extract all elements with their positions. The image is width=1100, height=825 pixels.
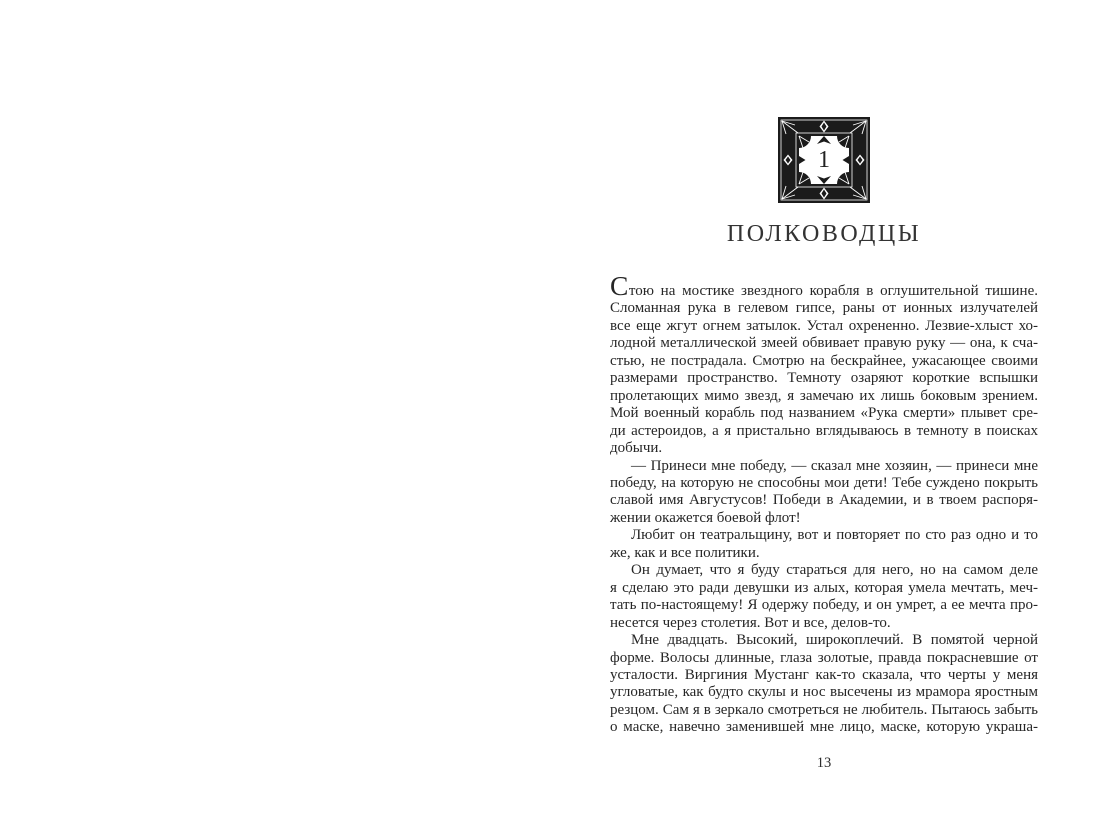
text-line: славой имя Августусов! Победи в Академии, и в твоем распоря- [610,492,1038,509]
text-line: Он думает, что я буду стараться для него, но на самом деле [631,562,1038,579]
text-line: усталости. Виргиния Мустанг как-то сказала, что черты у меня [610,666,1038,683]
text-line: же, как и все политики. [610,544,760,561]
chapter-body [610,270,1038,737]
page-number: 13 [816,755,832,771]
text-line: угловатые, как будто скулы и нос высечены из мрамора яростным [610,684,1038,701]
chapter-ornament [778,117,870,203]
text-line: Мой военный корабль под названием «Рука смерти» плывет сре- [610,405,1038,422]
text-line: добычи. [610,440,663,457]
text-line: тать по-настоящему! Я одержу победу, и он умрет, а ее мечта про- [610,597,1038,614]
text-line: жении окажется боевой флот! [610,509,801,526]
text-line: лодной металлической змеей обвивает правую руку — она, к сча- [610,335,1038,352]
text-line: размерами пространство. Темноту озаряют короткие вспышки [610,370,1038,387]
chapter-number: 1 [818,147,830,173]
text-line: пролетающих мимо звезд, я замечаю их лишь боковым зрением. [610,387,1038,404]
text-line: несется через столетия. Вот и все, делов-то. [610,614,891,631]
text-line: победу, на которую не способны мои дети! Тебе суждено покрыть [610,474,1038,491]
text-line: все еще жгут огнем затылок. Устал охрененно. Лезвие-хлыст хо- [610,317,1038,334]
chapter-title: ПОЛКОВОДЦЫ [726,221,922,247]
text-line: Мне двадцать. Высокий, широкоплечий. В помятой черной [631,632,1038,649]
text-line: Любит он театральщину, вот и повторяет по сто раз одно и то [631,527,1038,544]
text-line: форме. Волосы длинные, глаза золотые, правда покрасневшие от [610,649,1038,666]
text-line: о маске, навечно заменившей мне лицо, маске, которую украша- [610,719,1038,736]
text-line: ди астероидов, а я пристально вглядываюсь в темноту в поисках [610,422,1038,439]
text-line: Сломанная рука в гелевом гипсе, раны от ионных излучателей [610,300,1038,317]
text-line: — Принеси мне победу, — сказал мне хозяин, — принеси мне [631,457,1038,474]
drop-cap: С [610,270,629,301]
text-line: Стою на мостике звездного корабля в оглушительной тишине. [610,270,1038,301]
text-line: я сделаю это ради девушки из алых, которая умела мечтать, меч- [610,579,1038,596]
text-line: резцом. Сам я в зеркало смотреться не любитель. Пытаюсь забыть [610,701,1038,718]
text-line: стью, не пострадала. Смотрю на бескрайнее, ужасающее своими [610,352,1038,369]
